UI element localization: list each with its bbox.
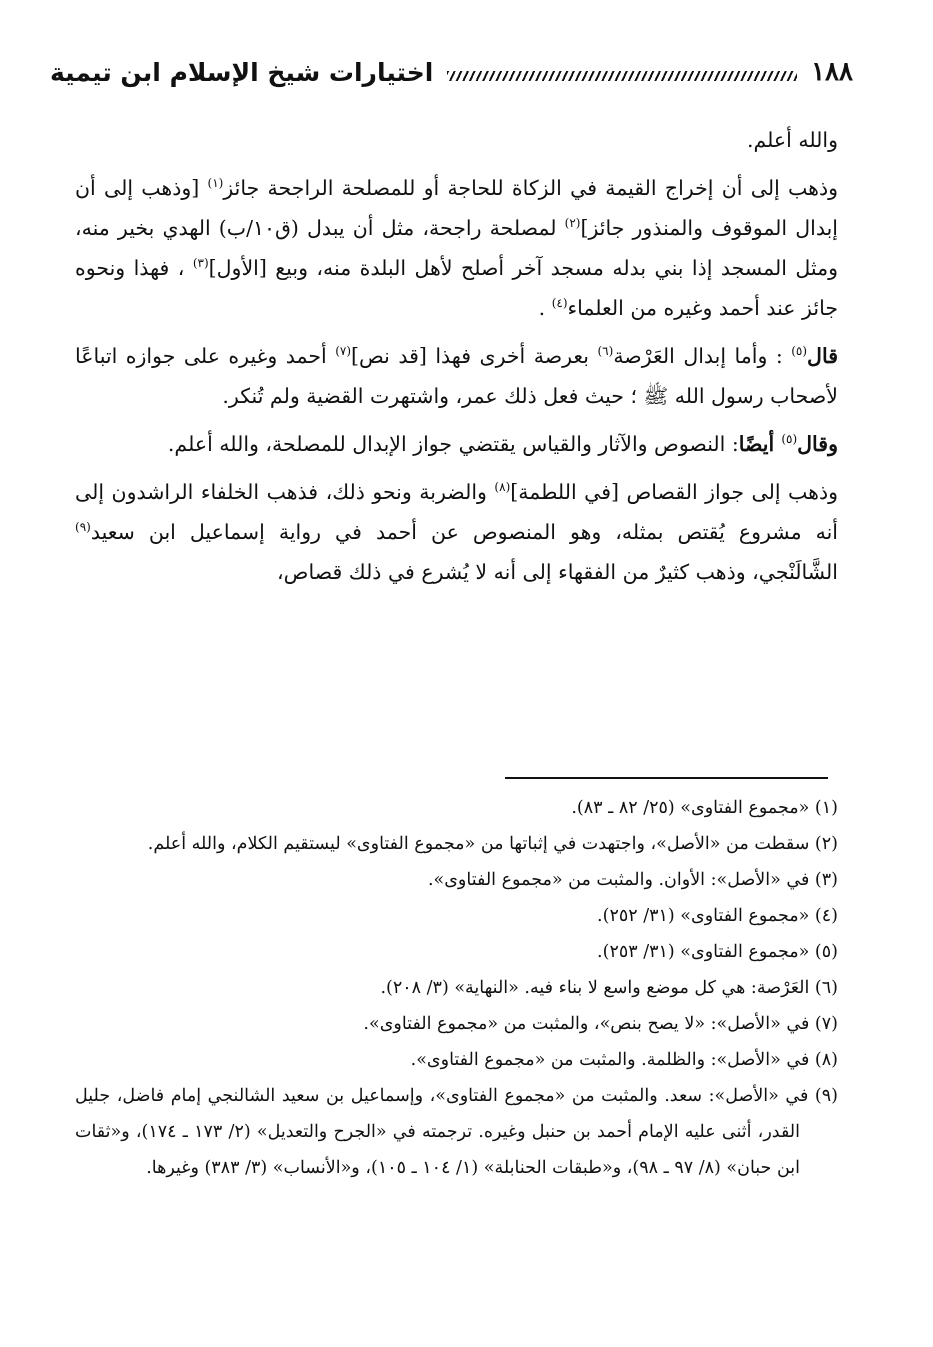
- header-hatched-rule: [447, 71, 797, 81]
- footnote-ref-7[interactable]: (٧): [335, 344, 352, 359]
- paragraph-4: [75, 424, 838, 464]
- p5-text-c: الشَّالَنْجي، وذهب كثيرٌ من الفقهاء إلى أنه لا يُشرع في ذلك قصاص،: [277, 560, 838, 584]
- p4-text-a: : النصوص والآثار والقياس يقتضي جواز الإبدال للمصلحة، والله أعلم.: [167, 432, 739, 456]
- footnote-8: (٨) في «الأصل»: والظلمة. والمثبت من «مجموع الفتاوى».: [410, 1050, 838, 1070]
- paragraph-1-text: والله أعلم.: [746, 128, 838, 152]
- p3-lead: قال: [807, 344, 838, 368]
- footnote-separator: [505, 777, 828, 779]
- p3-text-b: بعرصة أخرى فهذا [قد نص]: [351, 344, 598, 368]
- p2-text-b: [وذهب إلى أن إبدال الموقوف والمنذور جائز]: [75, 176, 838, 240]
- footnote-ref-3[interactable]: (٣): [192, 256, 209, 271]
- p4-lead-2: أيضًا: [738, 432, 782, 456]
- page-number: ١٨٨: [811, 57, 853, 87]
- footnote-ref-5b[interactable]: (٥): [781, 432, 798, 447]
- p4-lead: وقال: [797, 432, 838, 456]
- p3-text-a: : وأما إبدال العَرْصة: [613, 344, 792, 368]
- p5-text-b: والضربة ونحو ذلك، فذهب الخلفاء الراشدون إلى أنه مشروع يُقتص بمثله، وهو المنصوص عن أحمد في رواية إسماعيل ابن سعيد: [75, 480, 838, 544]
- footnote-ref-2[interactable]: (٢): [564, 216, 581, 231]
- footnote-ref-1[interactable]: (١): [207, 176, 224, 191]
- footnote-2: (٢) سقطت من «الأصل»، واجتهدت في إثباتها من «مجموع الفتاوى» ليستقيم الكلام، والله أعلم.: [147, 834, 838, 854]
- footnote-ref-4[interactable]: (٤): [551, 296, 568, 311]
- footnote-ref-8[interactable]: (٨): [494, 480, 511, 495]
- p2-text-c: لمصلحة راجحة، مثل أن يبدل (ق١٠/ب) الهدي بخير منه، ومثل المسجد إذا بني بدله مسجد آخر أصلح لأهل البلدة منه، وبيع [الأول]: [75, 216, 838, 280]
- p2-text-d: ، فهذا ونحوه جائز عند أحمد وغيره من العلماء: [75, 256, 838, 320]
- footnote-ref-9[interactable]: (٩): [75, 520, 91, 535]
- footnote-1: (١) «مجموع الفتاوى» (٢٥/ ٨٢ ـ ٨٣).: [571, 798, 838, 818]
- footnote-9: (٩) في «الأصل»: سعد. والمثبت من «مجموع الفتاوى»، وإسماعيل بن سعيد الشالنجي إمام فاضل، جليل القدر، أثنى عليه الإمام أحمد بن حنبل وغيره. ترجمته في «الجرح والتعديل» (٢/ ١٧٣ ـ ١٧٤)، و«ثقات ابن حبان» (٨/ ٩٧ ـ ٩٨)، و«طبقات الحنابلة» (١/ ١٠٤ ـ ١٠٥)، و«الأنساب» (٣/ ٣٨٣) وغيرها.: [75, 1086, 838, 1178]
- paragraph-3: [75, 336, 838, 416]
- page-header: [50, 50, 853, 94]
- p2-text-a: وذهب إلى أن إخراج القيمة في الزكاة للحاجة أو للمصلحة الراجحة جائز: [223, 176, 839, 200]
- paragraph-1: [75, 120, 838, 160]
- footnotes: [75, 790, 838, 1186]
- footnote-ref-6[interactable]: (٦): [597, 344, 614, 359]
- footnote-ref-5[interactable]: (٥): [791, 344, 808, 359]
- footnote-7: (٧) في «الأصل»: «لا يصح بنص»، والمثبت من «مجموع الفتاوى».: [363, 1014, 838, 1034]
- footnote-4: (٤) «مجموع الفتاوى» (٣١/ ٢٥٢).: [597, 906, 838, 926]
- p5-text-a: وذهب إلى جواز القصاص [في اللطمة]: [510, 480, 838, 504]
- running-title: اختيارات شيخ الإسلام ابن تيمية: [50, 57, 434, 87]
- footnote-5: (٥) «مجموع الفتاوى» (٣١/ ٢٥٣).: [597, 942, 838, 962]
- p2-text-e: .: [538, 296, 552, 320]
- footnote-6: (٦) العَرْصة: هي كل موضع واسع لا بناء فيه. «النهاية» (٣/ ٢٠٨).: [380, 978, 838, 998]
- paragraph-5: [75, 472, 838, 592]
- paragraph-2: [75, 168, 838, 328]
- main-text: [75, 120, 838, 600]
- p3-text-c: أحمد وغيره على جوازه اتباعًا لأصحاب رسول الله ﷺ ؛ حيث فعل ذلك عمر، واشتهرت القضية ولم تُنكر.: [75, 344, 838, 408]
- footnote-3: (٣) في «الأصل»: الأوان. والمثبت من «مجموع الفتاوى».: [427, 870, 838, 890]
